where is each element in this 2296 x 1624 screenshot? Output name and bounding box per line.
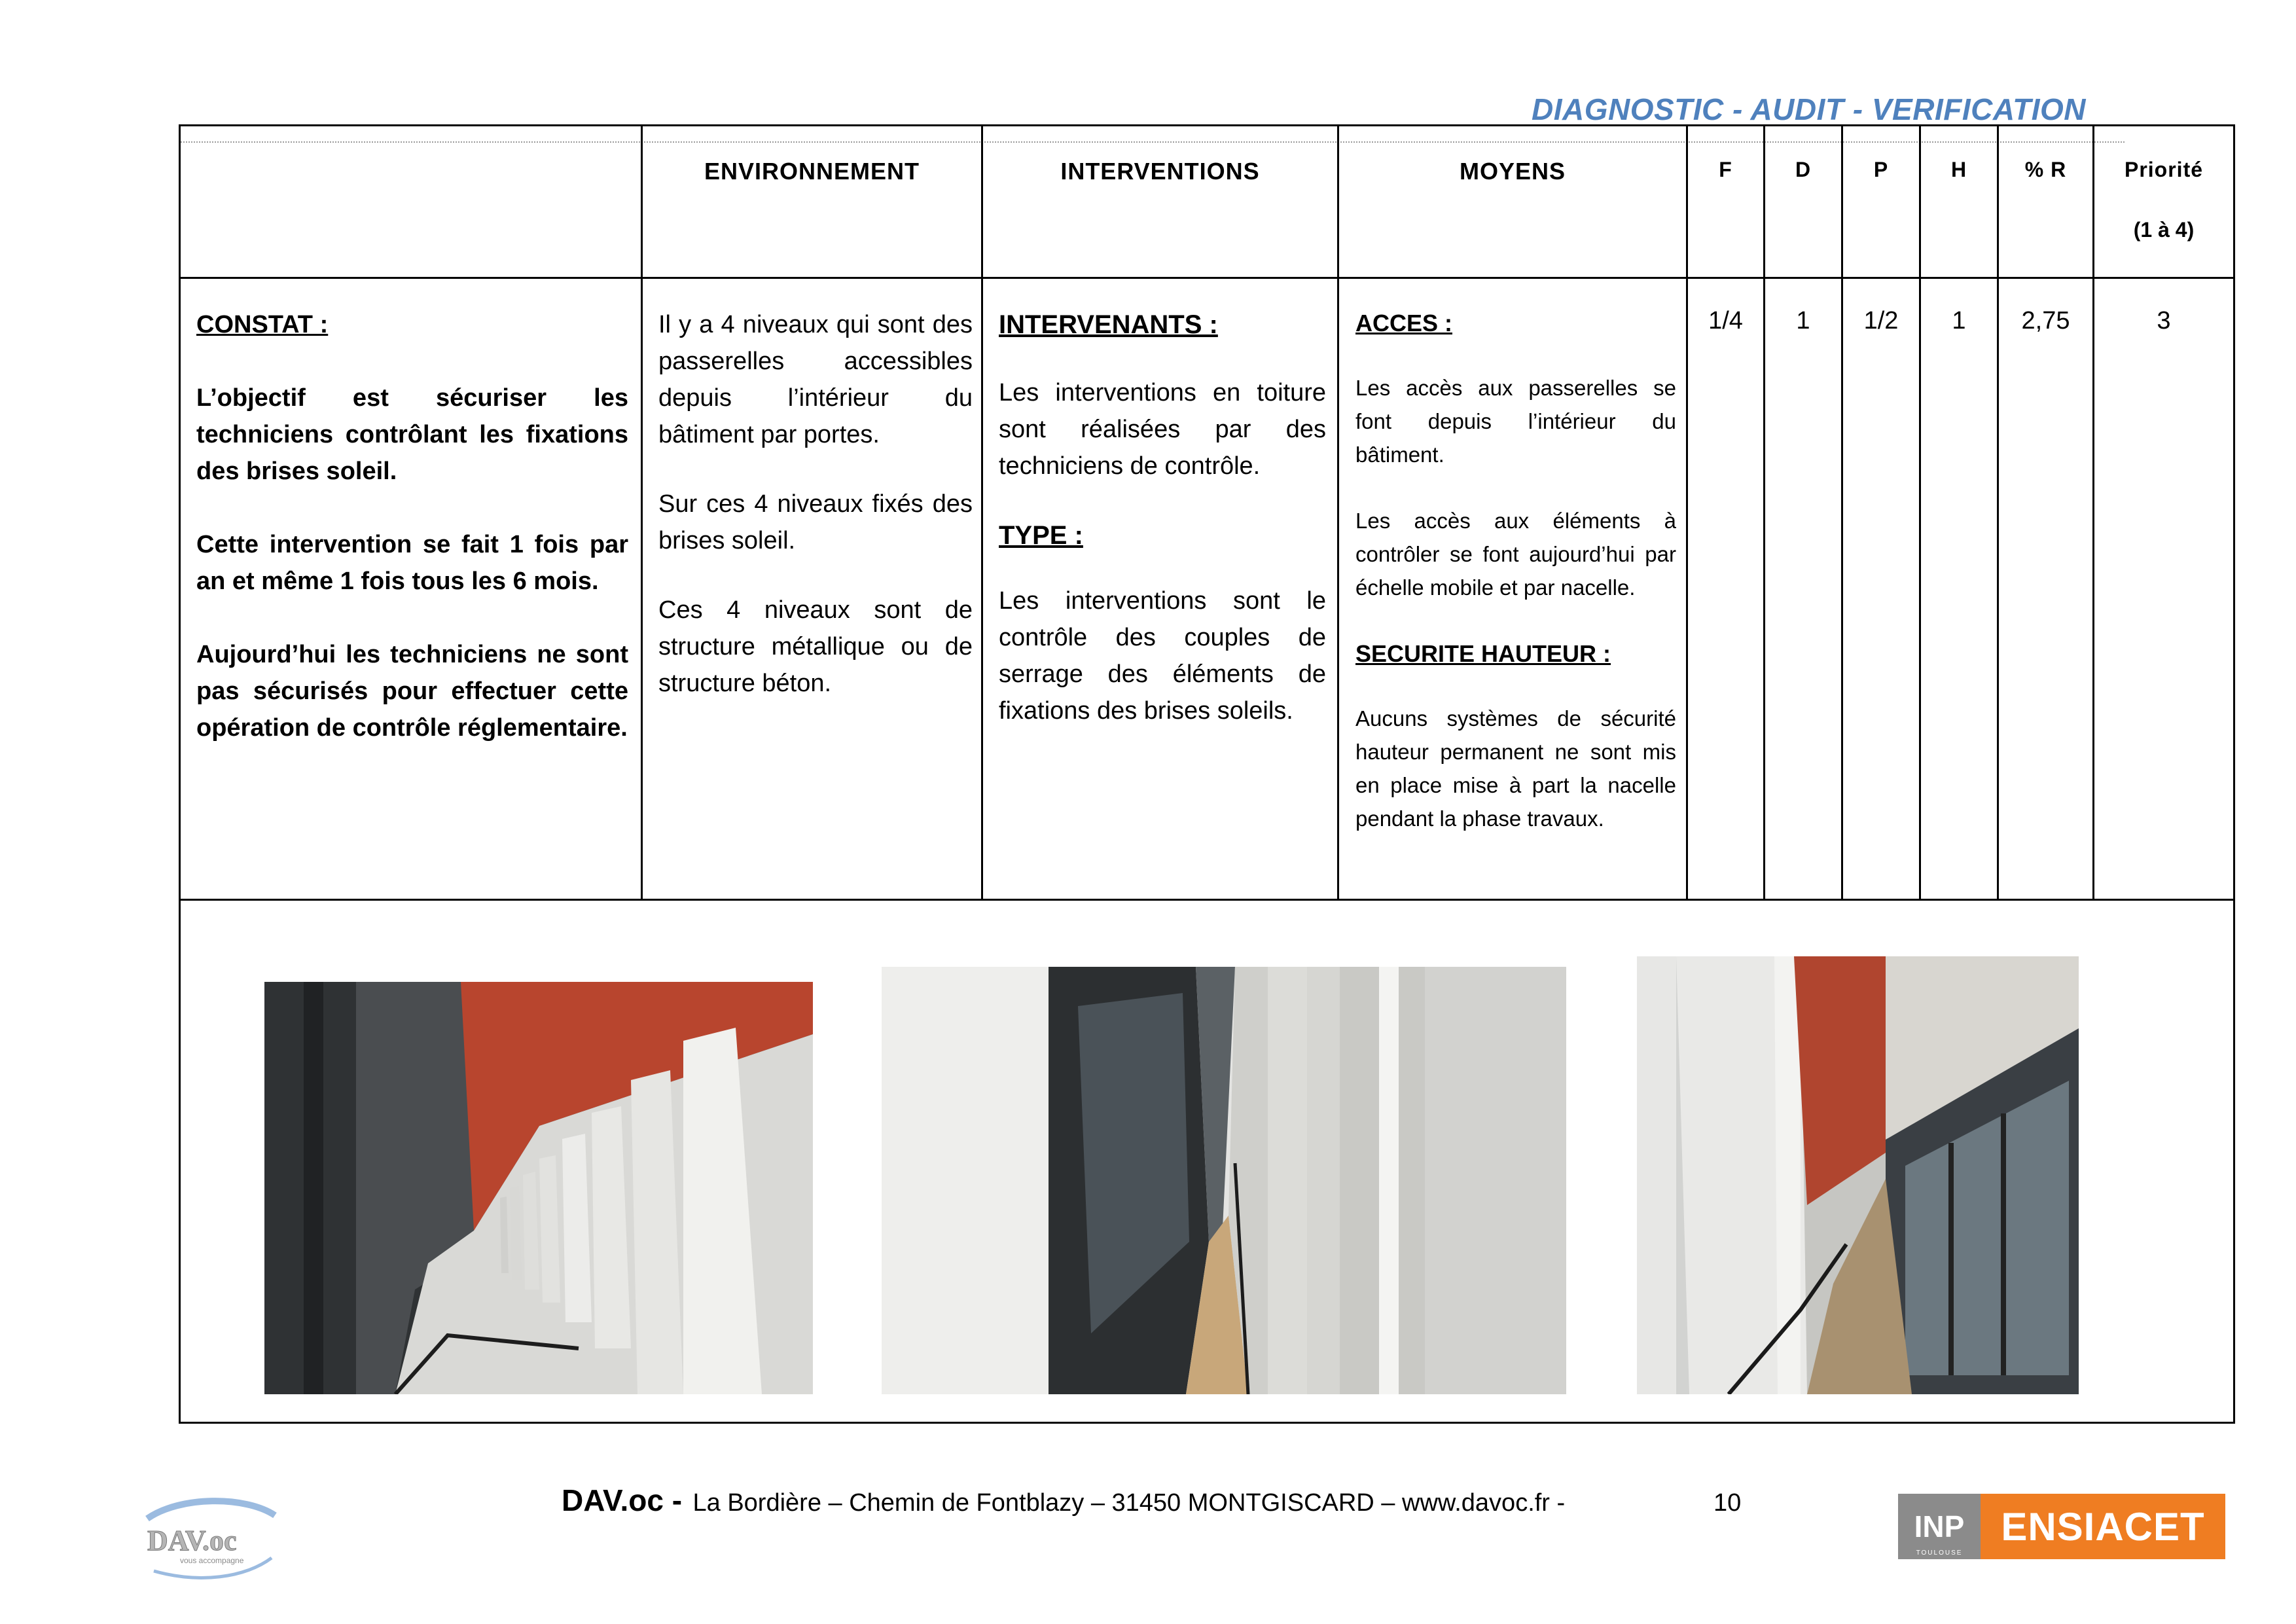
header-h: H [1950,158,1967,181]
footer-address: La Bordière – Chemin de Fontblazy – 31450 MONTGISCARD – www.davoc.fr - [692,1489,1566,1517]
constat-cell [196,306,628,783]
header-environnement: ENVIRONNEMENT [704,158,920,185]
header-priorite-range: (1 à 4) [2133,218,2195,242]
col-divider [981,126,983,901]
type-text: Les interventions sont le contrôle des couples de serrage des éléments de fixations des brises soleils. [999,587,1326,725]
securite-hauteur-heading: SECURITE HAUTEUR : [1355,640,1611,667]
header-p: P [1873,158,1889,181]
header-row-divider [181,277,2233,279]
score-d: 1 [1796,307,1810,334]
score-f: 1/4 [1708,307,1743,334]
col-divider [1337,126,1339,901]
score-h: 1 [1952,307,1966,334]
environnement-paragraph: Il y a 4 niveaux qui sont des passerelles accessibles depuis l’intérieur du bâtiment par portes. [658,311,973,448]
footer-address-line [562,1483,1805,1518]
intervenants-heading: INTERVENANTS : [999,310,1218,339]
acces-text: Les accès aux passerelles se font depuis l’intérieur du bâtiment. [1355,376,1676,467]
score-p: 1/2 [1863,307,1899,334]
environnement-paragraph: Sur ces 4 niveaux fixés des brises soleil. [658,490,973,554]
score-r: 2,75 [2021,307,2070,334]
constat-paragraph: Aujourd’hui les techniciens ne sont pas sécurisés pour effectuer cette opération de contrôle réglementaire. [196,641,628,742]
header-f: F [1719,158,1732,181]
interventions-cell [999,306,1326,762]
content-row-divider [181,899,2233,901]
col-divider [641,126,643,901]
audit-table [179,124,2235,1424]
col-divider [1841,126,1843,901]
inp-logo: INP TOULOUSE [1898,1494,1981,1559]
environnement-cell [658,306,973,734]
walkway-photo-3 [1637,956,2079,1394]
constat-paragraph: L’objectif est sécuriser les techniciens contrôlant les fixations des brises soleil. [196,384,628,485]
col-divider [1686,126,1688,901]
constat-heading: CONSTAT : [196,311,329,338]
type-heading: TYPE : [999,521,1083,550]
col-divider [2092,126,2094,901]
acces-text: Les accès aux éléments à contrôler se font aujourd’hui par échelle mobile et par nacelle. [1355,509,1676,600]
walkway-photo-2 [882,967,1566,1394]
score-priorite: 3 [2157,307,2171,334]
header-priorite: Priorité [2124,158,2204,181]
header-r: % R [2024,158,2067,181]
header-moyens: MOYENS [1459,158,1566,185]
acces-heading: ACCES : [1355,310,1453,336]
footer-brand: DAV.oc - [562,1483,683,1517]
header-d: D [1795,158,1812,181]
col-divider [1763,126,1765,901]
securite-hauteur-text: Aucuns systèmes de sécurité hauteur permanent ne sont mis en place mise à part la nacelle pendant la phase travaux. [1355,706,1676,831]
svg-text:vous accompagne: vous accompagne [180,1556,244,1565]
ensiacet-logo: ENSIACET [1981,1494,2225,1559]
inp-ensiacet-logo [1898,1494,2225,1559]
svg-text:DAV.oc: DAV.oc [147,1525,237,1557]
document-title: DIAGNOSTIC - AUDIT - VERIFICATION [1532,92,2087,126]
intervenants-text: Les interventions en toiture sont réalisées par des techniciens de contrôle. [999,379,1326,480]
moyens-cell [1355,306,1676,868]
walkway-photo-1 [264,982,813,1394]
header-interventions: INTERVENTIONS [1060,158,1260,185]
page-number: 10 [1713,1489,1742,1517]
col-divider [1919,126,1921,901]
davoc-logo [141,1492,281,1584]
environnement-paragraph: Ces 4 niveaux sont de structure métallique ou de structure béton. [658,596,973,697]
col-divider [1997,126,1999,901]
constat-paragraph: Cette intervention se fait 1 fois par an et même 1 fois tous les 6 mois. [196,531,628,595]
